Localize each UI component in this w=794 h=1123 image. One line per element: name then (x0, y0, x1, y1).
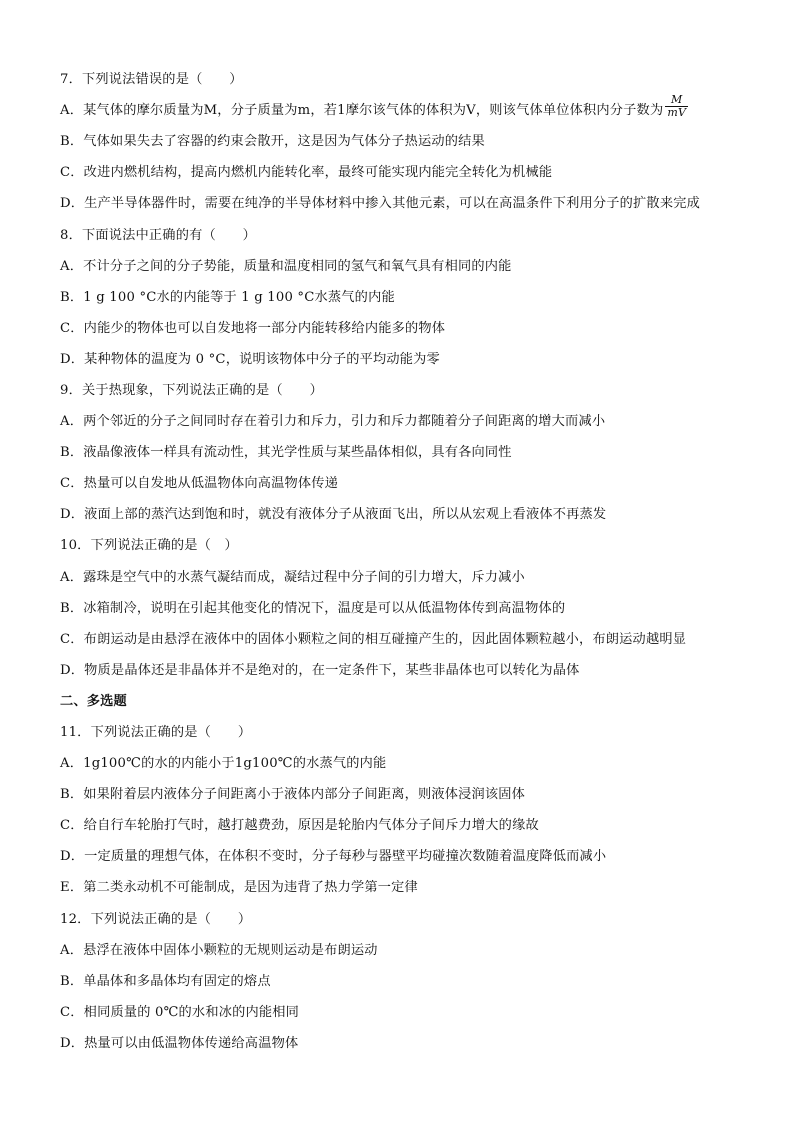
option-line: A．1g100℃的水的内能小于1g100℃的水蒸气的内能 (60, 756, 387, 772)
option-line: D．物质是晶体还是非晶体并不是绝对的，在一定条件下，某些非晶体也可以转化为晶体 (60, 662, 580, 678)
option-line: D．液面上部的蒸汽达到饱和时，就没有液体分子从液面飞出，所以从宏观上看液体不再蒸发 (60, 507, 607, 523)
option-line: B．如果附着层内液体分子间距离小于液体内部分子间距离，则液体浸润该固体 (60, 787, 526, 803)
option-line: C．布朗运动是由悬浮在液体中的固体小颗粒之间的相互碰撞产生的，因此固体颗粒越小，布朗运动越明显 (60, 631, 687, 647)
option-line: C．给自行车轮胎打气时，越打越费劲，原因是轮胎内气体分子间斥力增大的缘故 (60, 818, 539, 834)
option-line: B．1 g 100 °C水的内能等于 1 g 100 °C水蒸气的内能 (60, 289, 395, 305)
option-line: C．改进内燃机结构，提高内燃机内能转化率，最终可能实现内能完全转化为机械能 (60, 165, 553, 181)
option-line: B．单晶体和多晶体均有固定的熔点 (60, 973, 271, 989)
question-stem: 9．关于热现象，下列说法正确的是（ ） (60, 382, 323, 398)
question-stem: 11．下列说法正确的是（ ） (60, 725, 252, 741)
option-line: C．相同质量的 0℃的水和冰的内能相同 (60, 1004, 300, 1020)
option-line: B．冰箱制冷，说明在引起其他变化的情况下，温度是可以从低温物体传到高温物体的 (60, 600, 566, 616)
option-line: A．两个邻近的分子之间同时存在着引力和斥力，引力和斥力都随着分子间距离的增大而减小 (60, 414, 606, 430)
question-stem: 8．下面说法中正确的有（ ） (60, 227, 257, 243)
option-line: A．不计分子之间的分子势能，质量和温度相同的氢气和氧气具有相同的内能 (60, 258, 512, 274)
option-line: D．某种物体的温度为 0 °C，说明该物体中分子的平均动能为零 (60, 351, 440, 367)
option-line: A．露珠是空气中的水蒸气凝结而成，凝结过程中分子间的引力增大，斥力减小 (60, 569, 525, 585)
question-stem: 7．下列说法错误的是（ ） (60, 72, 243, 88)
option-line: D．生产半导体器件时，需要在纯净的半导体材料中掺入其他元素，可以在高温条件下利用分子的扩散来完成 (60, 196, 700, 212)
question-stem: 10．下列说法正确的是（ ） (60, 538, 238, 554)
option-line: B．液晶像液体一样具有流动性，其光学性质与某些晶体相似，具有各向同性 (60, 445, 512, 461)
option-line: E．第二类永动机不可能制成，是因为违背了热力学第一定律 (60, 880, 418, 896)
option-line: D．一定质量的理想气体，在体积不变时，分子每秒与器壁平均碰撞次数随着温度降低而减小 (60, 849, 607, 865)
fraction-numerator: M (671, 93, 683, 107)
document-page (60, 62, 740, 1057)
fraction-denominator: mV (667, 106, 687, 120)
fraction (665, 94, 688, 119)
option-line: C．热量可以自发地从低温物体向高温物体传递 (60, 476, 339, 492)
option-text: A．某气体的摩尔质量为M，分子质量为m，若1摩尔该气体的体积为V，则该气体单位体积内分子数为 (60, 103, 664, 119)
option-line (60, 93, 740, 124)
option-line: A．悬浮在液体中固体小颗粒的无规则运动是布朗运动 (60, 942, 378, 958)
option-line: B．气体如果失去了容器的约束会散开，这是因为气体分子热运动的结果 (60, 134, 485, 150)
question-stem: 12．下列说法正确的是（ ） (60, 911, 252, 927)
option-line: D．热量可以由低温物体传递给高温物体 (60, 1035, 299, 1051)
option-line: C．内能少的物体也可以自发地将一部分内能转移给内能多的物体 (60, 320, 446, 336)
section-heading: 二、多选题 (60, 693, 127, 709)
